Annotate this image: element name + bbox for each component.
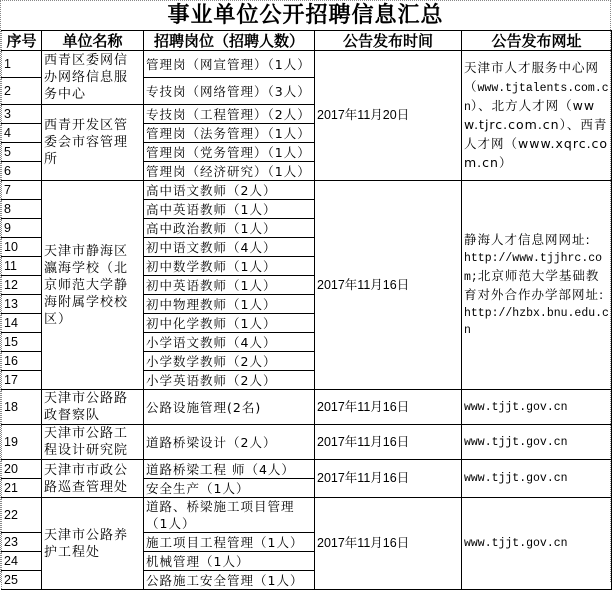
url-link[interactable]: http://hzbx.bnu.edu.cn [464, 307, 609, 337]
unit-cell: 天津市公路路政督察队 [42, 390, 144, 425]
url-cell [462, 425, 612, 460]
position-cell: 管理岗（网宣管理）（1人） [144, 51, 315, 78]
seq-cell: 23 [2, 533, 42, 552]
position-cell: 初中数学教师（1人） [144, 257, 315, 276]
date-cell: 2017年11月20日 [315, 51, 462, 181]
page-title: 事业单位公开招聘信息汇总 [167, 3, 444, 28]
seq-cell: 16 [2, 352, 42, 371]
url-text: ）、北方人才网（www.tjrc.com.cn）、西青人才网（www.xqrc.com.cn） [464, 97, 609, 170]
table-row [2, 425, 612, 460]
table-row [2, 181, 612, 200]
header-position: 招聘岗位（招聘人数） [144, 31, 315, 51]
seq-cell: 6 [2, 162, 42, 181]
position-cell: 管理岗（经济研究）（1人） [144, 162, 315, 181]
unit-cell: 天津市市政公路巡查管理处 [42, 460, 144, 498]
header-url: 公告发布网址 [462, 31, 612, 51]
date-cell: 2017年11月16日 [315, 498, 462, 590]
position-cell: 初中语文教师（4人） [144, 238, 315, 257]
position-cell: 高中英语教师（1人） [144, 200, 315, 219]
seq-cell: 17 [2, 371, 42, 390]
position-cell: 初中化学教师（1人） [144, 314, 315, 333]
table-row [2, 498, 612, 533]
position-cell: 专技岗（网络管理）（3人） [144, 78, 315, 105]
url-text: 北京师范大学基础教育对外合作办学部网址: [464, 268, 605, 302]
url-cell [462, 460, 612, 498]
position-cell: 公路施工安全管理（1人） [144, 571, 315, 590]
date-cell: 2017年11月16日 [315, 181, 462, 390]
position-cell: 公路设施管理(2名) [144, 390, 315, 425]
url-cell [462, 390, 612, 425]
position-cell: 初中物理教师（1人） [144, 295, 315, 314]
seq-cell: 15 [2, 333, 42, 352]
table-row [2, 460, 612, 479]
seq-cell: 2 [2, 78, 42, 105]
position-cell: 管理岗（法务管理）（1人） [144, 124, 315, 143]
seq-cell: 4 [2, 124, 42, 143]
position-cell: 道路桥梁设计（2人） [144, 425, 315, 460]
url-link[interactable]: www.tjjt.gov.cn [464, 472, 568, 485]
url-link[interactable]: www.tjjt.gov.cn [464, 537, 568, 550]
table-row [2, 390, 612, 425]
unit-cell: 西青区委网信办网络信息服务中心 [42, 51, 144, 105]
unit-cell: 天津市公路养护工程处 [42, 498, 144, 590]
url-cell [462, 181, 612, 390]
url-link[interactable]: www.tjjt.gov.cn [464, 400, 568, 414]
seq-cell: 10 [2, 238, 42, 257]
position-cell: 机械管理（1人） [144, 552, 315, 571]
position-cell: 安全生产（1人） [144, 479, 315, 498]
url-link[interactable]: www.tjtalents.com.cn [464, 81, 609, 114]
seq-cell: 14 [2, 314, 42, 333]
seq-cell: 7 [2, 181, 42, 200]
seq-cell: 5 [2, 143, 42, 162]
position-cell: 道路桥梁工程 师（4人） [144, 460, 315, 479]
position-cell: 管理岗（党务管理）（1人） [144, 143, 315, 162]
position-cell: 初中英语教师（1人） [144, 276, 315, 295]
seq-cell: 13 [2, 295, 42, 314]
date-cell: 2017年11月16日 [315, 390, 462, 425]
url-cell [462, 51, 612, 181]
url-text: 静海人才信息网网址: [464, 232, 591, 247]
seq-cell: 12 [2, 276, 42, 295]
header-seq: 序号 [2, 31, 42, 51]
header-row [2, 31, 612, 51]
position-cell: 高中语文教师（2人） [144, 181, 315, 200]
seq-cell: 3 [2, 105, 42, 124]
unit-cell: 天津市公路工程设计研究院 [42, 425, 144, 460]
header-date: 公告发布时间 [315, 31, 462, 51]
seq-cell: 19 [2, 425, 42, 460]
header-unit: 单位名称 [42, 31, 144, 51]
url-link[interactable]: http://www.tjjhrc.com; [464, 252, 603, 284]
seq-cell: 11 [2, 257, 42, 276]
seq-cell: 25 [2, 571, 42, 590]
position-cell: 道路、桥梁施工项目管理（1人） [144, 498, 315, 533]
unit-cell: 西青开发区管委会市容管理所 [42, 105, 144, 181]
seq-cell: 20 [2, 460, 42, 479]
position-cell: 小学数学教师（2人） [144, 352, 315, 371]
recruitment-table [1, 30, 612, 590]
position-cell: 专技岗（工程管理）（2人） [144, 105, 315, 124]
position-cell: 小学语文教师（4人） [144, 333, 315, 352]
seq-cell: 22 [2, 498, 42, 533]
seq-cell: 21 [2, 479, 42, 498]
date-cell: 2017年11月16日 [315, 425, 462, 460]
seq-cell: 24 [2, 552, 42, 571]
seq-cell: 8 [2, 200, 42, 219]
date-cell: 2017年11月16日 [315, 460, 462, 498]
position-cell: 高中政治教师（1人） [144, 219, 315, 238]
seq-cell: 18 [2, 390, 42, 425]
unit-cell: 天津市静海区瀛海学校（北京师范大学静海附属学校校区） [42, 181, 144, 390]
table-row [2, 51, 612, 78]
seq-cell: 1 [2, 51, 42, 78]
seq-cell: 9 [2, 219, 42, 238]
position-cell: 小学英语教师（2人） [144, 371, 315, 390]
url-link[interactable]: www.tjjt.gov.cn [464, 435, 568, 449]
position-cell: 施工项目工程管理（1人） [144, 533, 315, 552]
url-text: 天津市人才服务中心网（ [464, 59, 600, 94]
url-cell [462, 498, 612, 590]
